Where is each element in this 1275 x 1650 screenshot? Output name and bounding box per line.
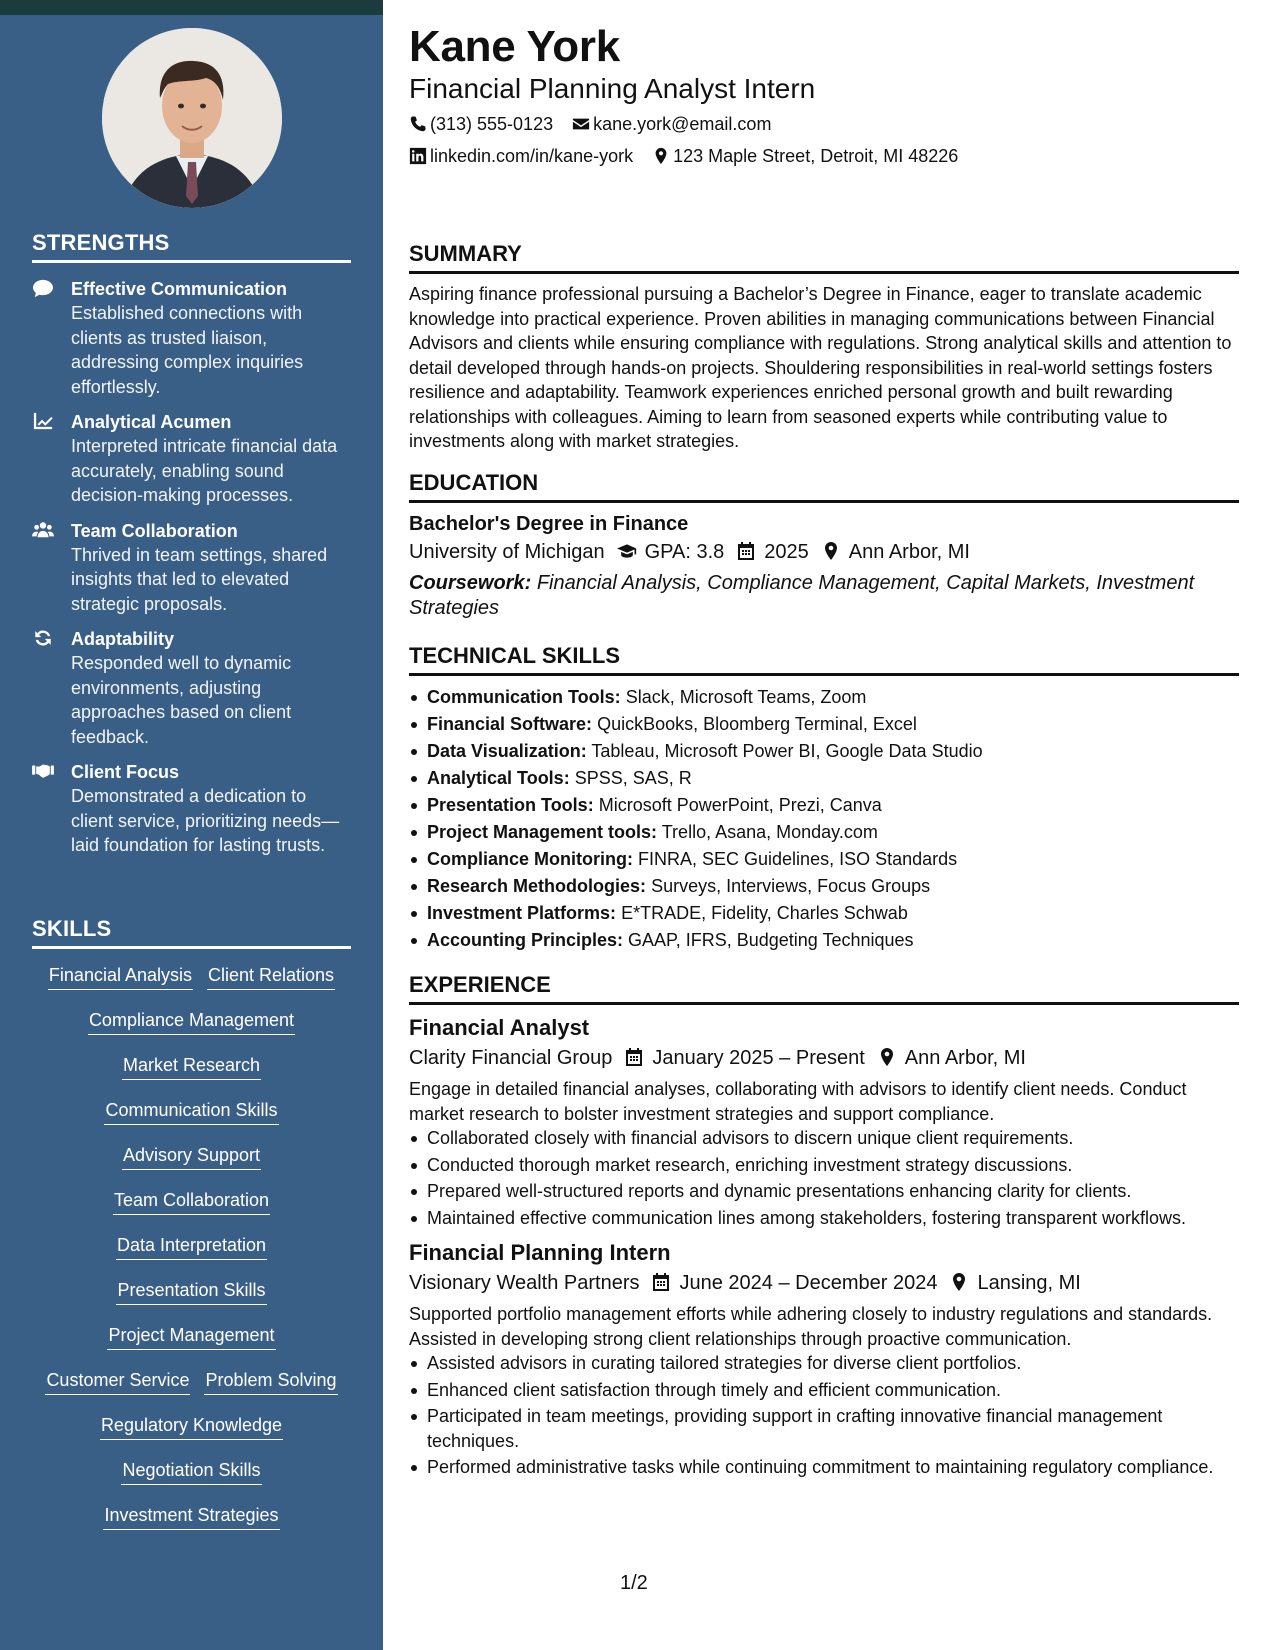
school: University of Michigan bbox=[409, 541, 605, 563]
skill-label: Financial Software: bbox=[427, 714, 593, 734]
skill-label: Research Methodologies: bbox=[427, 876, 647, 896]
strength-desc: Thrived in team settings, shared insights that led to elevated strategic proposals. bbox=[71, 544, 328, 614]
list-item bbox=[409, 819, 1239, 846]
skill-label: Investment Platforms: bbox=[427, 903, 617, 923]
calendar-icon bbox=[651, 1272, 671, 1292]
envelope-icon bbox=[572, 115, 590, 133]
job-location: Ann Arbor, MI bbox=[904, 1047, 1026, 1069]
strength-item bbox=[32, 519, 351, 617]
list-item bbox=[409, 900, 1239, 927]
phone-icon bbox=[409, 115, 427, 133]
skill-row bbox=[32, 1188, 351, 1215]
skill-row bbox=[32, 963, 351, 990]
skill-row bbox=[32, 1008, 351, 1035]
list-item: Conducted thorough market research, enriching investment strategy discussions. bbox=[409, 1153, 1239, 1178]
job-bullets bbox=[409, 1126, 1239, 1230]
handshake-icon bbox=[32, 761, 56, 781]
skill-chip: Compliance Management bbox=[88, 1008, 295, 1035]
chart-line-icon bbox=[32, 411, 56, 431]
list-item: Maintained effective communication lines among stakeholders, fostering transparent workflows. bbox=[409, 1206, 1239, 1231]
skill-row bbox=[32, 1143, 351, 1170]
company: Visionary Wealth Partners bbox=[409, 1272, 640, 1294]
skill-label: Project Management tools: bbox=[427, 822, 658, 842]
strengths-section bbox=[32, 230, 351, 869]
email-contact[interactable] bbox=[572, 114, 771, 135]
strength-title: Effective Communication bbox=[71, 279, 288, 299]
skill-chip: Advisory Support bbox=[122, 1143, 261, 1170]
avatar bbox=[102, 28, 282, 208]
technical-skills-heading: TECHNICAL SKILLS bbox=[409, 643, 1239, 676]
coursework-label: Coursework: bbox=[409, 572, 532, 594]
strength-title: Team Collaboration bbox=[71, 520, 238, 541]
skill-label: Compliance Monitoring: bbox=[427, 849, 633, 869]
skill-label: Accounting Principles: bbox=[427, 930, 624, 950]
skill-value: Slack, Microsoft Teams, Zoom bbox=[625, 687, 867, 707]
skill-value: GAAP, IFRS, Budgeting Techniques bbox=[628, 930, 914, 950]
job-dates: June 2024 – December 2024 bbox=[679, 1272, 938, 1294]
candidate-title: Financial Planning Analyst Intern bbox=[409, 73, 816, 104]
skill-value: Tableau, Microsoft Power BI, Google Data Studio bbox=[591, 741, 983, 761]
skill-chip: Team Collaboration bbox=[113, 1188, 270, 1215]
candidate-name: Kane York bbox=[409, 22, 620, 71]
school-location: Ann Arbor, MI bbox=[848, 541, 970, 563]
skill-label: Analytical Tools: bbox=[427, 768, 570, 788]
grad-year: 2025 bbox=[764, 541, 809, 563]
skill-value: QuickBooks, Bloomberg Terminal, Excel bbox=[597, 714, 917, 734]
strength-desc: Demonstrated a dedication to client service, prioritizing needs—laid foundation for lasting trusts. bbox=[71, 786, 340, 855]
skill-row bbox=[32, 1098, 351, 1125]
job-description: Engage in detailed financial analyses, collaborating with advisors to identify client needs. Conduct market research to bolster investment strategies and support compliance. bbox=[409, 1079, 1187, 1124]
list-item: Assisted advisors in curating tailored strategies for diverse client portfolios. bbox=[409, 1351, 1239, 1376]
list-item: Participated in team meetings, providing support in crafting innovative financial management techniques. bbox=[409, 1404, 1239, 1453]
skills-list bbox=[32, 963, 351, 1530]
list-item bbox=[409, 792, 1239, 819]
company: Clarity Financial Group bbox=[409, 1047, 613, 1069]
map-marker-icon bbox=[949, 1272, 969, 1292]
skill-chip: Regulatory Knowledge bbox=[100, 1413, 283, 1440]
list-item bbox=[409, 846, 1239, 873]
strength-item bbox=[32, 760, 351, 858]
list-item bbox=[409, 684, 1239, 711]
list-item bbox=[409, 873, 1239, 900]
comment-icon bbox=[32, 278, 56, 298]
strength-item bbox=[32, 277, 351, 399]
address-text: 123 Maple Street, Detroit, MI 48226 bbox=[673, 146, 959, 166]
summary-heading: SUMMARY bbox=[409, 241, 1239, 274]
strength-item bbox=[32, 410, 351, 508]
strength-title: Analytical Acumen bbox=[71, 412, 232, 432]
address-contact bbox=[652, 146, 958, 167]
skills-section bbox=[32, 916, 351, 1548]
coursework bbox=[409, 571, 1239, 621]
strength-title: Adaptability bbox=[71, 629, 175, 649]
phone-contact[interactable] bbox=[409, 114, 553, 135]
skill-chip: Market Research bbox=[122, 1053, 261, 1080]
list-item bbox=[409, 711, 1239, 738]
job-entry bbox=[409, 1013, 1239, 1230]
strength-desc: Established connections with clients as trusted liaison, addressing complex inquiries effortlessly. bbox=[71, 303, 304, 397]
linkedin-icon bbox=[409, 147, 427, 165]
list-item bbox=[409, 765, 1239, 792]
skill-value: Trello, Asana, Monday.com bbox=[661, 822, 878, 842]
job-meta bbox=[409, 1043, 1239, 1073]
job-meta bbox=[409, 1268, 1239, 1298]
contact-row-1 bbox=[409, 114, 785, 135]
calendar-icon bbox=[736, 541, 756, 561]
skill-chip: Communication Skills bbox=[104, 1098, 278, 1125]
skill-row bbox=[32, 1233, 351, 1260]
skills-heading: SKILLS bbox=[32, 916, 351, 949]
job-bullets bbox=[409, 1351, 1239, 1480]
list-item: Collaborated closely with financial advisors to discern unique client requirements. bbox=[409, 1126, 1239, 1151]
degree: Bachelor's Degree in Finance bbox=[409, 513, 689, 535]
education-meta bbox=[409, 537, 1239, 567]
top-rule bbox=[383, 0, 1275, 2]
map-marker-icon bbox=[877, 1047, 897, 1067]
skill-chip: Project Management bbox=[107, 1323, 275, 1350]
skill-chip: Investment Strategies bbox=[103, 1503, 279, 1530]
page-number: 1/2 bbox=[620, 1572, 648, 1594]
skill-row bbox=[32, 1053, 351, 1080]
graduation-cap-icon bbox=[617, 541, 637, 561]
skill-row bbox=[32, 1413, 351, 1440]
technical-skills-list bbox=[409, 684, 1239, 954]
education-heading: EDUCATION bbox=[409, 470, 1239, 503]
summary-text: Aspiring finance professional pursuing a Bachelor’s Degree in Finance, eager to translate academic knowledge into practical experience. Proven abilities in managing communications between Financial Advisors and clients while ensuring compliance with regulations. Strong analytical skills and attention to detail developed through hands-on projects. Shouldering responsibilities in real-world settings fosters resilience and adaptability. Teamwork experiences enriched personal growth and built rewarding relationships with colleagues. Aiming to learn from seasoned experts while contributing value to investments along with market strategies. bbox=[409, 284, 1232, 451]
calendar-icon bbox=[624, 1047, 644, 1067]
skill-chip: Problem Solving bbox=[204, 1368, 337, 1395]
map-marker-icon bbox=[821, 541, 841, 561]
map-marker-icon bbox=[652, 147, 670, 165]
skill-label: Data Visualization: bbox=[427, 741, 587, 761]
experience-section bbox=[409, 972, 1239, 1482]
job-description: Supported portfolio management efforts while adhering closely to industry regulations and standards. Assisted in developing strong client relationships through proactive communication. bbox=[409, 1304, 1213, 1349]
skill-row bbox=[32, 1278, 351, 1305]
list-item: Performed administrative tasks while continuing commitment to maintaining regulatory compliance. bbox=[409, 1455, 1239, 1480]
skill-chip: Negotiation Skills bbox=[121, 1458, 261, 1485]
users-icon bbox=[32, 520, 56, 540]
technical-skills-section bbox=[409, 643, 1239, 954]
sidebar bbox=[0, 0, 383, 1650]
skill-row bbox=[32, 1503, 351, 1530]
skill-row bbox=[32, 1323, 351, 1350]
strengths-heading: STRENGTHS bbox=[32, 230, 351, 263]
list-item: Prepared well-structured reports and dynamic presentations enhancing clarity for clients. bbox=[409, 1179, 1239, 1204]
email-text: kane.york@email.com bbox=[593, 114, 772, 134]
job-location: Lansing, MI bbox=[977, 1272, 1081, 1294]
sync-icon bbox=[32, 628, 56, 648]
linkedin-text: linkedin.com/in/kane-york bbox=[430, 146, 634, 166]
skill-value: Microsoft PowerPoint, Prezi, Canva bbox=[598, 795, 882, 815]
gpa: GPA: 3.8 bbox=[644, 541, 725, 563]
list-item bbox=[409, 927, 1239, 954]
skill-value: E*TRADE, Fidelity, Charles Schwab bbox=[621, 903, 908, 923]
skill-row bbox=[32, 1458, 351, 1485]
list-item bbox=[409, 738, 1239, 765]
sidebar-top-bar bbox=[0, 0, 383, 15]
experience-heading: EXPERIENCE bbox=[409, 972, 1239, 1005]
job-entry bbox=[409, 1238, 1239, 1480]
list-item: Enhanced client satisfaction through timely and efficient communication. bbox=[409, 1378, 1239, 1403]
skill-row bbox=[32, 1368, 351, 1395]
skill-label: Communication Tools: bbox=[427, 687, 621, 707]
strength-desc: Responded well to dynamic environments, adjusting approaches based on client feedback. bbox=[71, 653, 292, 747]
skill-value: Surveys, Interviews, Focus Groups bbox=[651, 876, 931, 896]
skill-chip: Data Interpretation bbox=[116, 1233, 267, 1260]
skill-label: Presentation Tools: bbox=[427, 795, 594, 815]
linkedin-contact[interactable] bbox=[409, 146, 633, 167]
skill-chip: Financial Analysis bbox=[48, 963, 193, 990]
strength-desc: Interpreted intricate financial data accurately, enabling sound decision-making processes. bbox=[71, 436, 338, 505]
phone-text: (313) 555-0123 bbox=[430, 114, 554, 134]
skill-value: SPSS, SAS, R bbox=[574, 768, 692, 788]
profile-photo bbox=[102, 28, 282, 208]
job-dates: January 2025 – Present bbox=[652, 1047, 865, 1069]
skill-chip: Presentation Skills bbox=[116, 1278, 266, 1305]
education-section bbox=[409, 470, 1239, 621]
summary-section bbox=[409, 241, 1239, 454]
skill-chip: Customer Service bbox=[45, 1368, 190, 1395]
skill-chip: Client Relations bbox=[207, 963, 335, 990]
strength-item bbox=[32, 627, 351, 749]
strength-title: Client Focus bbox=[71, 762, 180, 782]
contact-row-2 bbox=[409, 146, 972, 167]
skill-value: FINRA, SEC Guidelines, ISO Standards bbox=[638, 849, 958, 869]
job-title: Financial Planning Intern bbox=[409, 1240, 671, 1265]
coursework-text: Financial Analysis, Compliance Management, Capital Markets, Investment Strategies bbox=[409, 572, 1195, 619]
job-title: Financial Analyst bbox=[409, 1015, 590, 1040]
